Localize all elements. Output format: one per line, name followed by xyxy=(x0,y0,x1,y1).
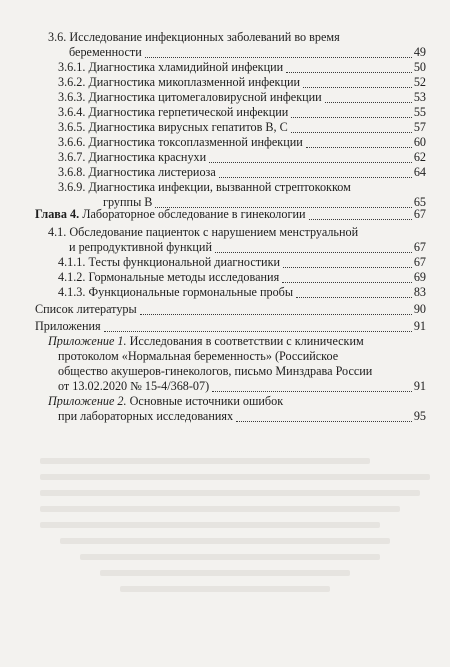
toc-entry-title: 4.1.2. Гормональные методы исследования xyxy=(58,270,280,284)
toc-entry-title: 3.6.3. Диагностика цитомегаловирусной инфекции xyxy=(58,90,322,104)
page-number: 83 xyxy=(413,285,426,299)
dot-leader xyxy=(291,131,412,133)
appendix-label: Приложение 1. xyxy=(48,334,127,348)
toc-entry-title: 3.6.8. Диагностика листериоза xyxy=(58,165,216,179)
dot-leader xyxy=(283,266,412,268)
chapter-label: Глава 4. xyxy=(35,207,80,221)
dot-leader xyxy=(291,116,412,118)
toc-entry-title-cont: от 13.02.2020 № 15-4/368-07) xyxy=(58,379,210,393)
dot-leader xyxy=(209,161,412,163)
page-number: 67 xyxy=(413,207,426,221)
toc-entry-title: 3.6.5. Диагностика вирусных гепатитов В, С xyxy=(58,120,288,134)
toc-entry-title-cont: при лабораторных исследованиях xyxy=(58,409,234,423)
page-number: 67 xyxy=(413,255,426,269)
page-number: 95 xyxy=(413,409,426,423)
toc-entry-title-cont: беременности xyxy=(69,45,142,59)
page-number: 53 xyxy=(413,90,426,104)
dot-leader xyxy=(296,296,412,298)
page-number: 55 xyxy=(413,105,426,119)
dot-leader xyxy=(236,420,412,422)
toc-entry-title: 3.6.4. Диагностика герпетической инфекции xyxy=(58,105,289,119)
page-number: 67 xyxy=(413,240,426,254)
page-number: 91 xyxy=(413,319,426,333)
toc-entry-title: 3.6.9. Диагностика инфекции, вызванной стрептококком xyxy=(58,180,351,194)
toc-entry-title: 3.6.1. Диагностика хламидийной инфекции xyxy=(58,60,284,74)
dot-leader xyxy=(282,281,412,283)
appendix-label: Приложение 2. xyxy=(48,394,127,408)
dot-leader xyxy=(104,330,412,332)
page-number: 49 xyxy=(413,45,426,59)
toc-entry-title-cont: протоколом «Нормальная беременность» (Российское xyxy=(58,349,339,363)
toc-entry-title: Лабораторное обследование в гинекологии xyxy=(79,207,306,221)
page-number: 52 xyxy=(413,75,426,89)
page-number: 91 xyxy=(413,379,426,393)
page-number: 69 xyxy=(413,270,426,284)
dot-leader xyxy=(325,101,412,103)
page-number: 57 xyxy=(413,120,426,134)
page-number: 62 xyxy=(413,150,426,164)
toc-entry-title: 3.6.2. Диагностика микоплазменной инфекции xyxy=(58,75,301,89)
toc-entry-title: Приложения xyxy=(35,319,101,333)
toc-entry-title-cont: общество акушеров-гинекологов, письмо Минздрава России xyxy=(58,364,373,378)
toc-entry-title: Исследования в соответствии с клиническим xyxy=(126,334,364,348)
dot-leader xyxy=(145,56,412,58)
toc-entry-title: 4.1.3. Функциональные гормональные пробы xyxy=(58,285,294,299)
toc-entry-title: Основные источники ошибок xyxy=(126,394,284,408)
toc-entry-title: 3.6. Исследование инфекционных заболеваний во время xyxy=(48,30,340,44)
toc-entry-title: 4.1.1. Тесты функциональной диагностики xyxy=(58,255,281,269)
toc-entry-title: 3.6.7. Диагностика краснухи xyxy=(58,150,207,164)
toc-entry-title: 4.1. Обследование пациенток с нарушением менструальной xyxy=(48,225,359,239)
dot-leader xyxy=(219,176,412,178)
dot-leader xyxy=(286,71,412,73)
dot-leader xyxy=(303,86,412,88)
page-number: 60 xyxy=(413,135,426,149)
dot-leader xyxy=(212,390,412,392)
page-number: 90 xyxy=(413,302,426,316)
toc-entry-title-cont: группы В xyxy=(103,195,153,209)
dot-leader xyxy=(306,146,412,148)
page-number: 64 xyxy=(413,165,426,179)
dot-leader xyxy=(140,313,412,315)
toc-entry-title-cont: и репродуктивной функций xyxy=(69,240,212,254)
page-number: 50 xyxy=(413,60,426,74)
toc-entry-title: Список литературы xyxy=(35,302,137,316)
page-number: 65 xyxy=(413,195,426,209)
toc-entry-title: 3.6.6. Диагностика токсоплазменной инфекции xyxy=(58,135,303,149)
dot-leader xyxy=(309,218,412,220)
dot-leader xyxy=(215,251,412,253)
